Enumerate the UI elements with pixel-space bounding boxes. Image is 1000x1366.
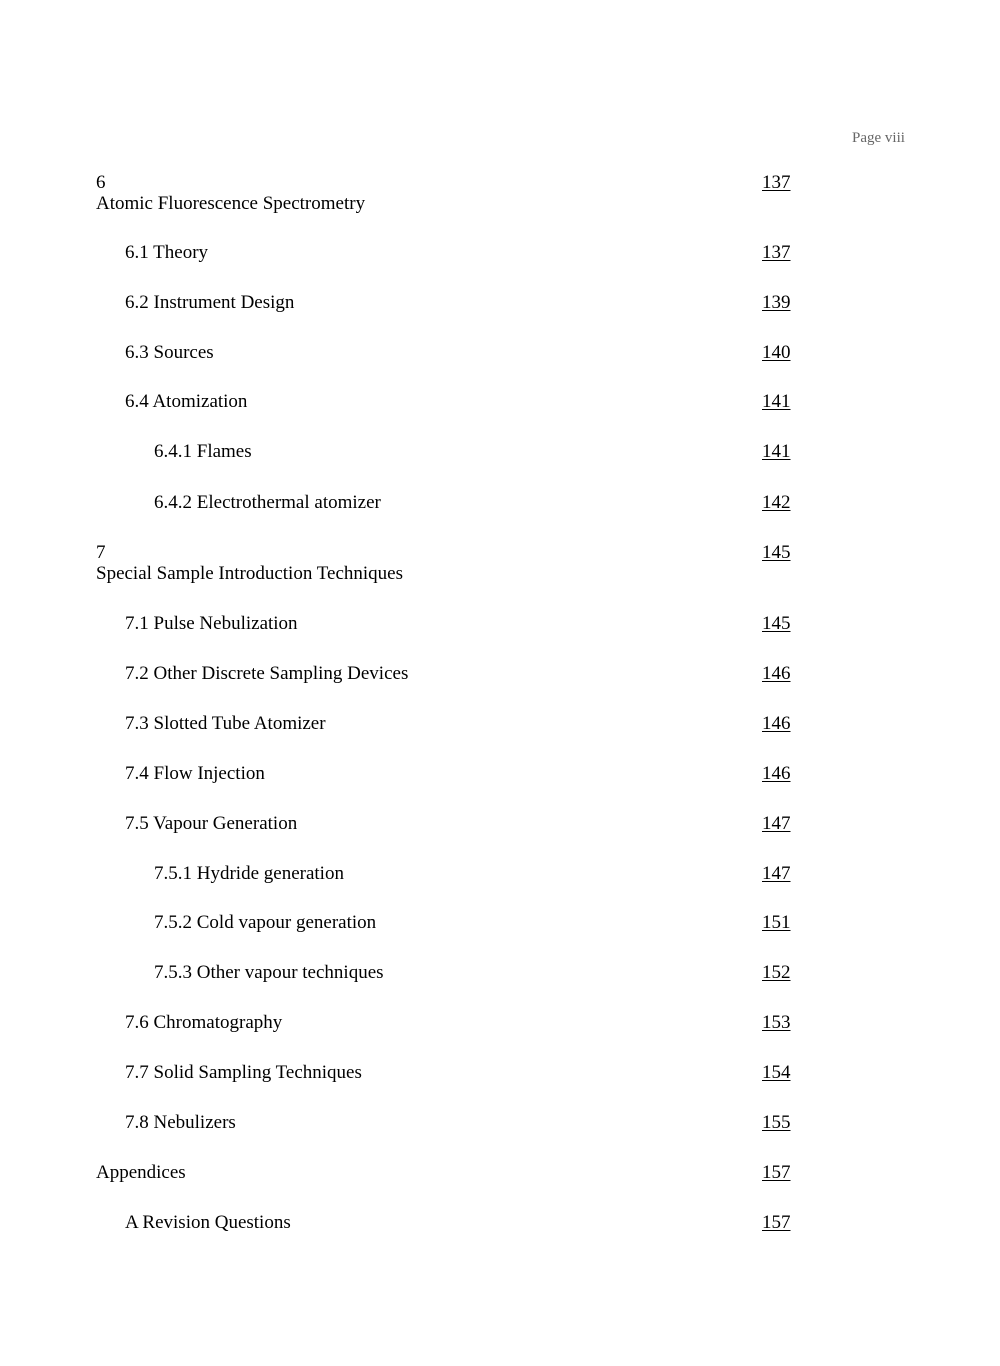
chapter-name: Atomic Fluorescence Spectrometry xyxy=(96,193,366,214)
toc-page-link[interactable]: 145 xyxy=(762,542,791,563)
toc-page-link[interactable]: 141 xyxy=(762,391,791,412)
toc-entry-title: 7.5 Vapour Generation xyxy=(125,813,298,834)
toc-entry-title: 6.2 Instrument Design xyxy=(125,292,295,313)
toc-entry-title: 6.4.2 Electrothermal atomizer xyxy=(154,492,381,513)
toc-entry-title: 7.5.1 Hydride generation xyxy=(154,863,344,884)
chapter-number: 7 xyxy=(96,542,106,563)
toc-page-link[interactable]: 137 xyxy=(762,172,791,193)
toc-entry-title: 7.7 Solid Sampling Techniques xyxy=(125,1062,362,1083)
toc-page-link[interactable]: 146 xyxy=(762,763,791,784)
toc-entry-title: 6.4 Atomization xyxy=(125,391,248,412)
toc-chapter-title xyxy=(96,172,365,214)
toc-page-link[interactable]: 139 xyxy=(762,292,791,313)
toc-entry-title: 7.6 Chromatography xyxy=(125,1012,283,1033)
toc-chapter-title xyxy=(96,542,403,584)
toc-entry-title: 7.5.3 Other vapour techniques xyxy=(154,962,384,983)
toc-entry-title: 7.1 Pulse Nebulization xyxy=(125,613,298,634)
toc-page-link[interactable]: 146 xyxy=(762,713,791,734)
toc-entry-title: 7.5.2 Cold vapour generation xyxy=(154,912,377,933)
toc-entry-title: 7.3 Slotted Tube Atomizer xyxy=(125,713,326,734)
toc-entry-title: A Revision Questions xyxy=(125,1212,291,1233)
toc-page-link[interactable]: 142 xyxy=(762,492,791,513)
toc-entry-title: 7.2 Other Discrete Sampling Devices xyxy=(125,663,409,684)
toc-page-link[interactable]: 140 xyxy=(762,342,791,363)
chapter-name: Special Sample Introduction Techniques xyxy=(96,563,403,584)
chapter-number: 6 xyxy=(96,172,106,193)
toc-entry-title: Appendices xyxy=(96,1162,186,1183)
toc-page-link[interactable]: 152 xyxy=(762,962,791,983)
page-number-label: Page viii xyxy=(852,130,905,146)
toc-page-link[interactable]: 151 xyxy=(762,912,791,933)
toc-page-link[interactable]: 145 xyxy=(762,613,791,634)
toc-page-link[interactable]: 137 xyxy=(762,242,791,263)
toc-page-link[interactable]: 153 xyxy=(762,1012,791,1033)
toc-entry-title: 7.4 Flow Injection xyxy=(125,763,265,784)
toc-page-link[interactable]: 141 xyxy=(762,441,791,462)
toc-page-link[interactable]: 157 xyxy=(762,1162,791,1183)
toc-entry-title: 6.3 Sources xyxy=(125,342,214,363)
toc-page-link[interactable]: 157 xyxy=(762,1212,791,1233)
toc-page-link[interactable]: 147 xyxy=(762,863,791,884)
toc-entry-title: 6.4.1 Flames xyxy=(154,441,252,462)
toc-entry-title: 6.1 Theory xyxy=(125,242,209,263)
toc-page-link[interactable]: 154 xyxy=(762,1062,791,1083)
toc-entry-title: 7.8 Nebulizers xyxy=(125,1112,236,1133)
toc-page-link[interactable]: 146 xyxy=(762,663,791,684)
toc-page-link[interactable]: 155 xyxy=(762,1112,791,1133)
toc-page-link[interactable]: 147 xyxy=(762,813,791,834)
